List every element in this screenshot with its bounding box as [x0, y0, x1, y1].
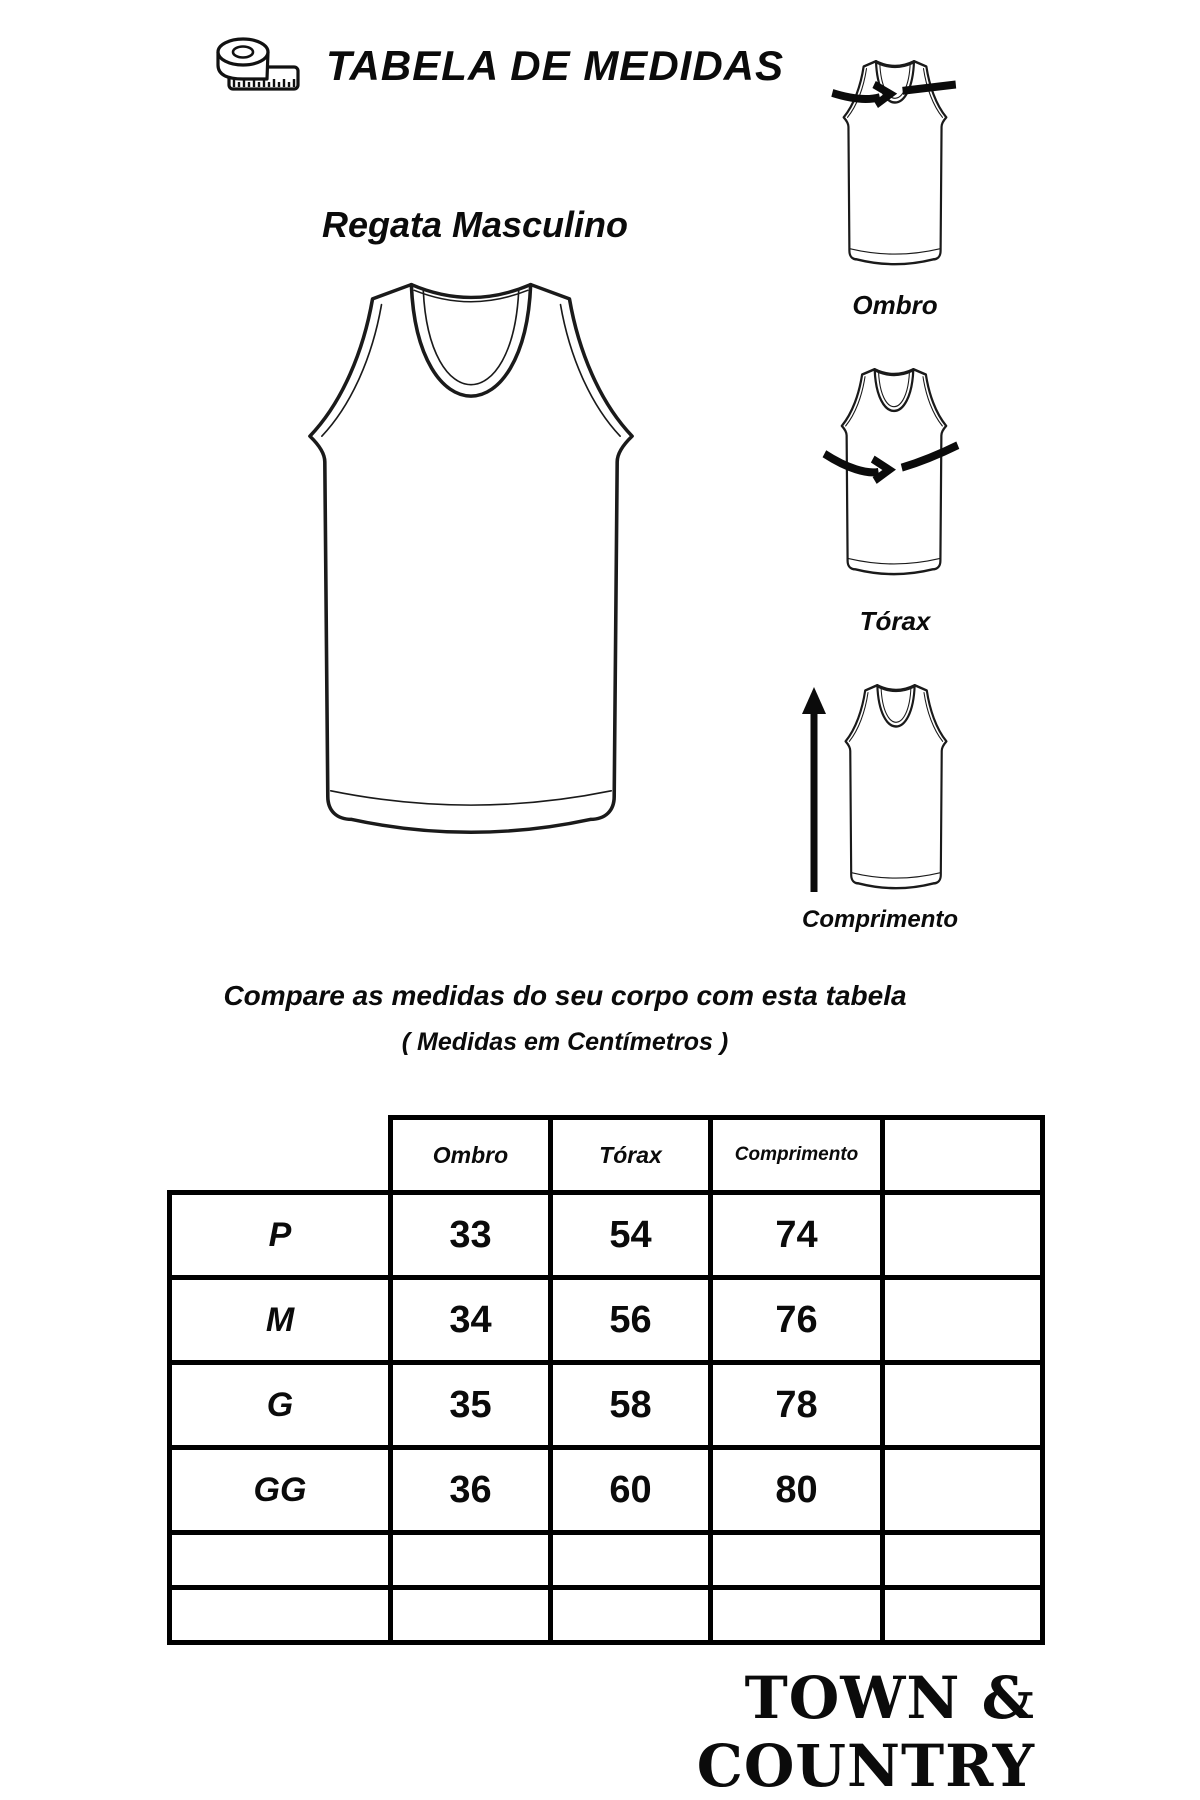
extra-value	[883, 1533, 1043, 1588]
comprimento-value: 76	[711, 1278, 883, 1363]
size-label	[170, 1588, 391, 1643]
extra-value	[883, 1588, 1043, 1643]
ombro-value: 36	[391, 1448, 551, 1533]
ombro-value: 34	[391, 1278, 551, 1363]
brand-logo-text: TOWN & COUNTRY	[696, 1664, 1035, 1800]
comprimento-value	[711, 1588, 883, 1643]
table-header-row	[170, 1118, 1043, 1193]
extra-value	[883, 1193, 1043, 1278]
size-table	[167, 1115, 1045, 1645]
guide-label-ombro: Ombro	[852, 290, 938, 320]
ombro-value	[391, 1588, 551, 1643]
table-corner-cell	[170, 1118, 391, 1193]
comprimento-value: 78	[711, 1363, 883, 1448]
torax-value: 58	[551, 1363, 711, 1448]
size-label: M	[170, 1278, 391, 1363]
ombro-value	[391, 1533, 551, 1588]
ombro-guide-illustration	[838, 58, 952, 270]
table-row-empty	[170, 1533, 1043, 1588]
size-label: GG	[170, 1448, 391, 1533]
product-subtitle: Regata Masculino	[321, 204, 629, 245]
size-label: P	[170, 1193, 391, 1278]
torax-value	[551, 1588, 711, 1643]
torax-value	[551, 1533, 711, 1588]
ombro-value: 33	[391, 1193, 551, 1278]
col-header-comprimento: Comprimento	[711, 1118, 883, 1193]
extra-value	[883, 1363, 1043, 1448]
guide-label-torax: Tórax	[859, 606, 931, 636]
torax-value: 60	[551, 1448, 711, 1533]
size-label: G	[170, 1363, 391, 1448]
table-row-g	[170, 1363, 1043, 1448]
page-title: TABELA DE MEDIDAS	[326, 42, 784, 89]
col-header-extra	[883, 1118, 1043, 1193]
torax-guide-illustration	[836, 366, 952, 580]
table-row-gg	[170, 1448, 1043, 1533]
instruction-line1: Compare as medidas do seu corpo com esta tabela	[223, 980, 907, 1011]
table-row-p	[170, 1193, 1043, 1278]
instruction-line2: ( Medidas em Centímetros )	[401, 1028, 729, 1056]
comprimento-value	[711, 1533, 883, 1588]
col-header-torax: Tórax	[551, 1118, 711, 1193]
table-row-empty	[170, 1588, 1043, 1643]
torax-value: 56	[551, 1278, 711, 1363]
torax-value: 54	[551, 1193, 711, 1278]
guide-label-comprimento: Comprimento	[802, 906, 958, 933]
comprimento-value: 74	[711, 1193, 883, 1278]
size-label	[170, 1533, 391, 1588]
measuring-tape-icon	[211, 36, 303, 98]
col-header-ombro: Ombro	[391, 1118, 551, 1193]
extra-value	[883, 1278, 1043, 1363]
tank-top-illustration	[292, 276, 650, 848]
vertical-length-arrow-icon	[798, 684, 830, 896]
comprimento-guide-illustration	[840, 682, 952, 894]
table-row-m	[170, 1278, 1043, 1363]
comprimento-value: 80	[711, 1448, 883, 1533]
ombro-value: 35	[391, 1363, 551, 1448]
extra-value	[883, 1448, 1043, 1533]
